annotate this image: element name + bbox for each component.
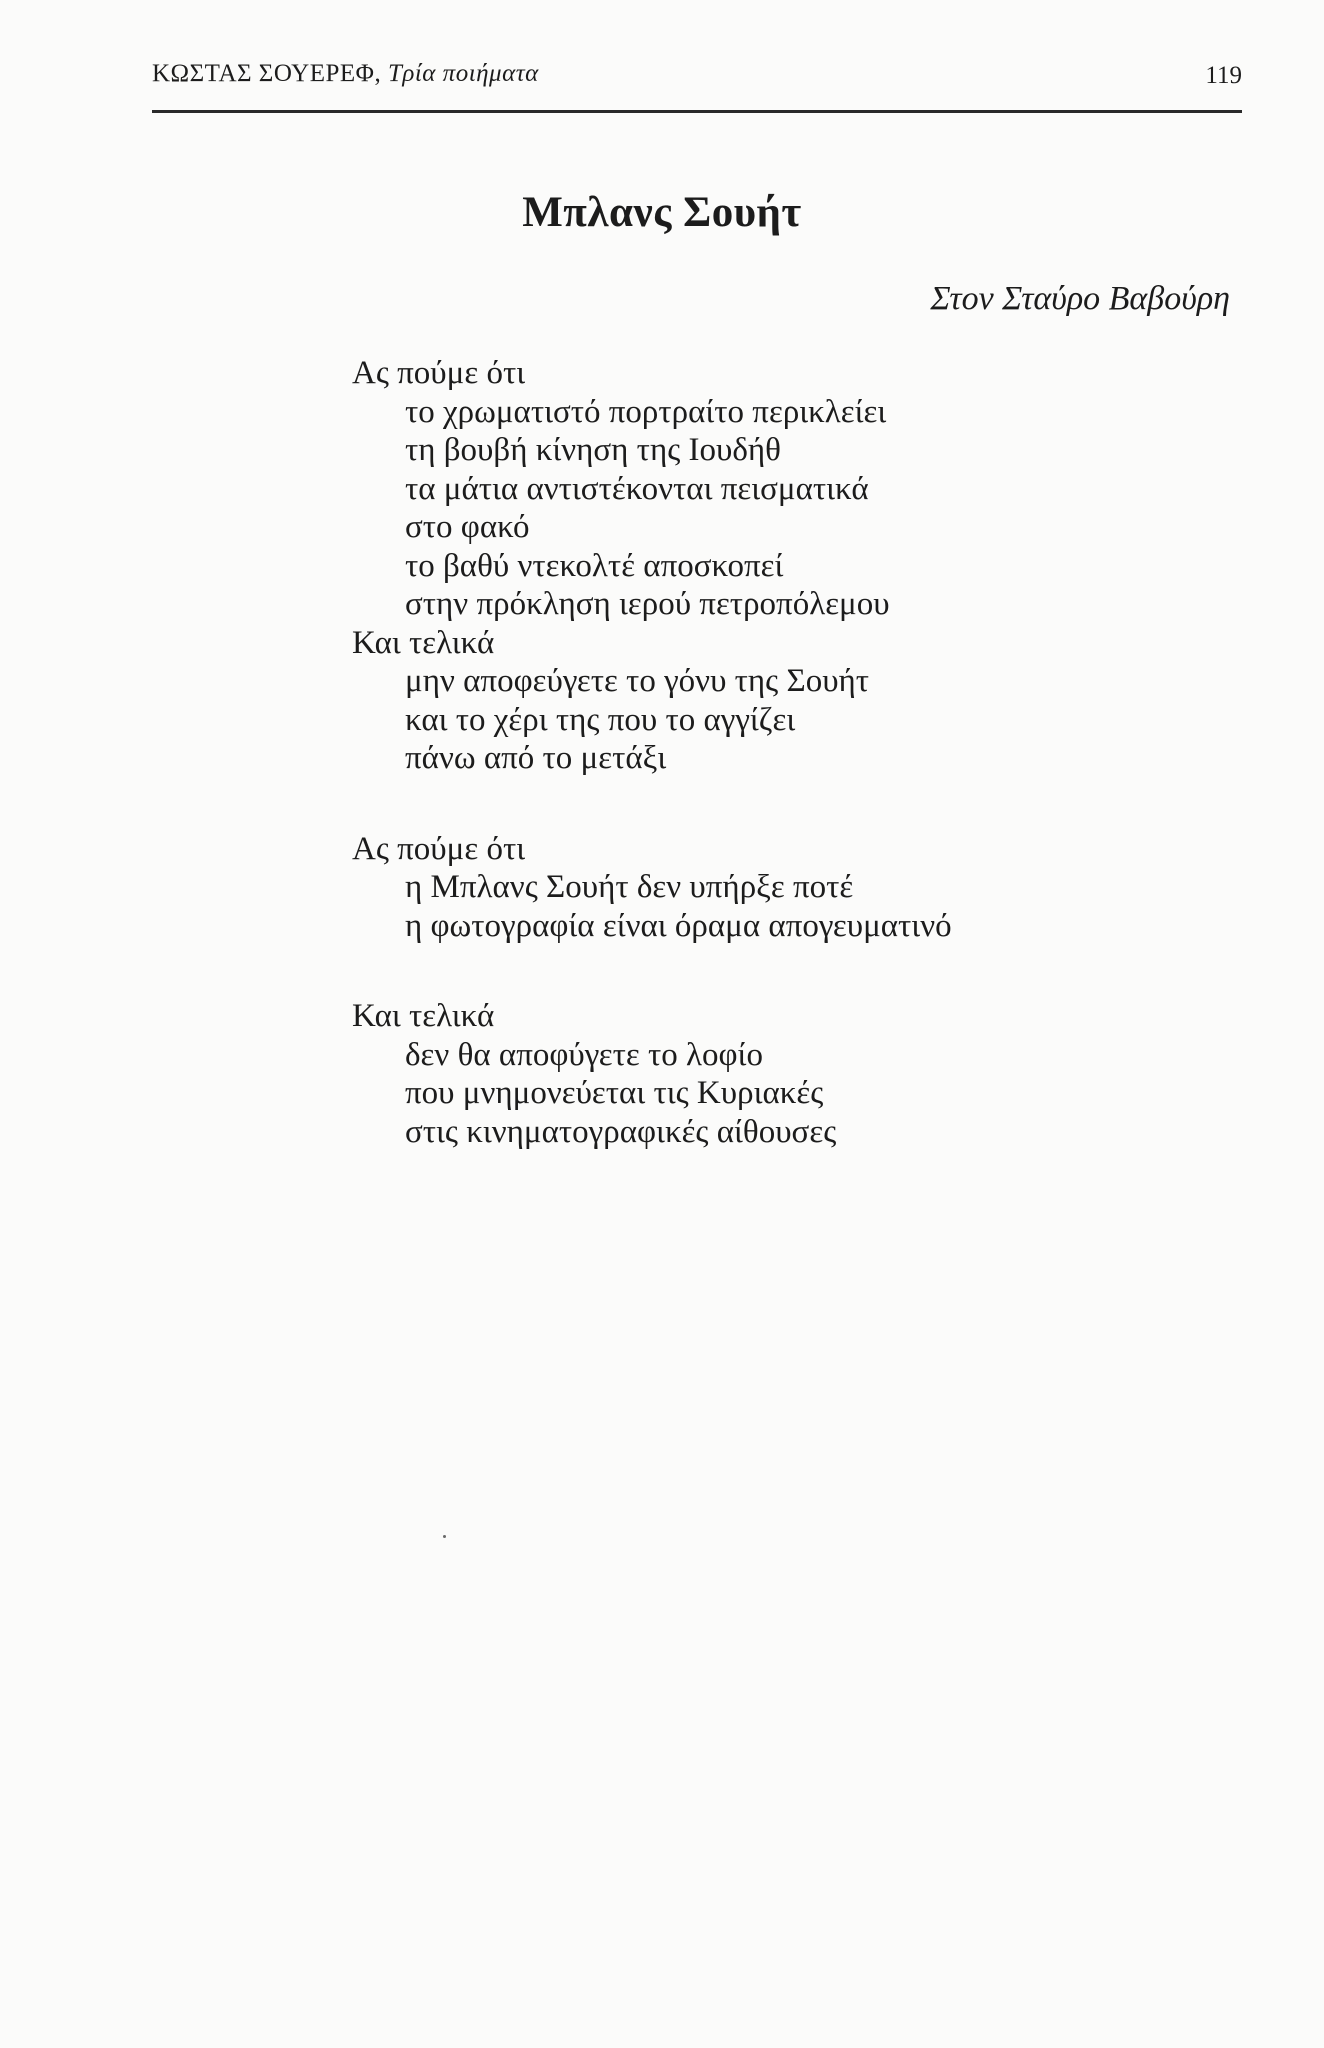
- poem-line: Και τελικά: [352, 624, 495, 661]
- poem-line: στις κινηματογραφικές αίθουσες: [405, 1113, 837, 1150]
- poem-line: τα μάτια αντιστέκονται πεισματικά: [405, 470, 869, 507]
- poem-line: η φωτογραφία είναι όραμα απογευματινό: [405, 907, 952, 944]
- poem-line: Ας πούμε ότι: [352, 355, 526, 391]
- stanza: [352, 830, 1252, 946]
- stanza: [352, 354, 1252, 778]
- poem-line: η Μπλανς Σουήτ δεν υπήρξε ποτέ: [405, 869, 854, 905]
- stanza: [352, 997, 1252, 1151]
- running-header: [152, 60, 1242, 100]
- header-book-title: Τρία ποιήματα: [387, 60, 539, 87]
- header-author-title: [152, 60, 539, 88]
- paper-speck: [443, 1535, 446, 1538]
- header-rule: [152, 110, 1242, 113]
- header-author: ΚΩΣΤΑΣ ΣΟΥΕΡΕΦ,: [152, 60, 382, 87]
- poem-line: στο φακό: [405, 509, 530, 545]
- poem-line: που μνημονεύεται τις Κυριακές: [405, 1075, 824, 1111]
- poem-line: και το χέρι της που το αγγίζει: [405, 701, 796, 738]
- poem-line: Και τελικά: [352, 998, 495, 1034]
- poem-body: [352, 354, 1252, 1151]
- page-number: 119: [1205, 62, 1242, 89]
- poem-line: δεν θα αποφύγετε το λοφίο: [405, 1036, 763, 1073]
- poem-title: Μπλανς Σουήτ: [522, 189, 802, 236]
- poem-line: τη βουβή κίνηση της Ιουδήθ: [405, 432, 781, 468]
- poem-line: πάνω από το μετάξι: [405, 740, 667, 776]
- poem-dedication: Στον Σταύρο Βαβούρη: [930, 280, 1230, 317]
- poem-line: το χρωματιστό πορτραίτο περικλείει: [405, 393, 887, 430]
- poem-line: το βαθύ ντεκολτέ αποσκοπεί: [405, 547, 784, 584]
- poem-line: στην πρόκληση ιερού πετροπόλεμου: [405, 586, 890, 622]
- poem-line: μην αποφεύγετε το γόνυ της Σουήτ: [405, 663, 870, 699]
- poem-line: Ας πούμε ότι: [352, 830, 526, 867]
